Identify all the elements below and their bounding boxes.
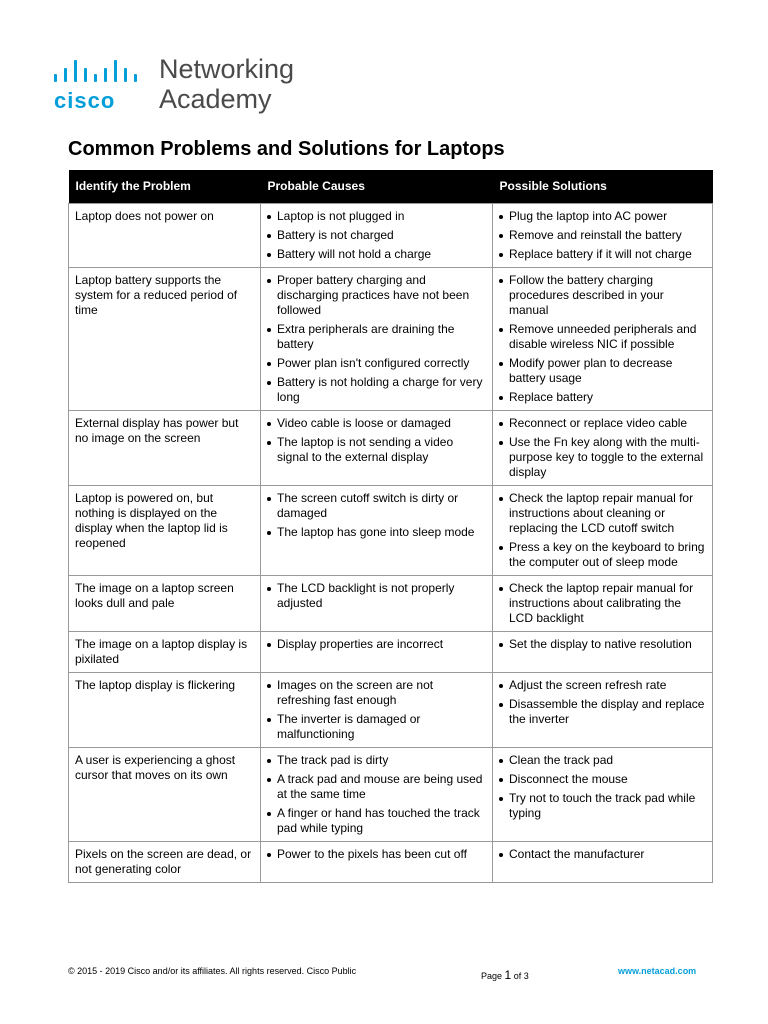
logo-academy-text: Academy xyxy=(159,84,272,114)
problem-cell: Laptop is powered on, but nothing is displayed on the display when the laptop lid is reopened xyxy=(69,486,261,576)
solution-item: Use the Fn key along with the multi-purpose key to toggle to the external display xyxy=(499,435,705,480)
solution-item: Plug the laptop into AC power xyxy=(499,209,705,224)
cause-item: The inverter is damaged or malfunctioning xyxy=(267,712,485,742)
footer-page-suffix: of 3 xyxy=(513,971,529,981)
table-row xyxy=(69,486,713,576)
problem-cell: Laptop battery supports the system for a reduced period of time xyxy=(69,268,261,411)
solution-item: Replace battery if it will not charge xyxy=(499,247,705,262)
solution-item: Adjust the screen refresh rate xyxy=(499,678,705,693)
solution-cell xyxy=(493,204,713,268)
table-row xyxy=(69,576,713,632)
cause-item: Video cable is loose or damaged xyxy=(267,416,485,431)
solution-list xyxy=(499,753,705,821)
solution-cell xyxy=(493,486,713,576)
cause-list xyxy=(267,416,485,465)
problem-cell: The image on a laptop screen looks dull and pale xyxy=(69,576,261,632)
problem-cell: The laptop display is flickering xyxy=(69,673,261,748)
solution-cell xyxy=(493,268,713,411)
footer-page-prefix: Page xyxy=(481,971,503,981)
table-row xyxy=(69,842,713,883)
solution-item: Try not to touch the track pad while typing xyxy=(499,791,705,821)
solution-list xyxy=(499,847,705,862)
cause-cell xyxy=(261,576,493,632)
solution-item: Disconnect the mouse xyxy=(499,772,705,787)
table-body xyxy=(69,204,713,883)
solution-list xyxy=(499,209,705,262)
header-causes: Probable Causes xyxy=(261,170,493,204)
solution-item: Contact the manufacturer xyxy=(499,847,705,862)
solution-list xyxy=(499,581,705,626)
cause-item: Battery is not holding a charge for very long xyxy=(267,375,485,405)
cause-cell xyxy=(261,748,493,842)
cause-cell xyxy=(261,632,493,673)
cause-item: Battery is not charged xyxy=(267,228,485,243)
solution-list xyxy=(499,678,705,727)
table-header-row xyxy=(69,170,713,204)
cause-list xyxy=(267,209,485,262)
cause-item: The laptop has gone into sleep mode xyxy=(267,525,485,540)
logo-cisco-wordmark: cisco xyxy=(54,88,116,113)
table-row xyxy=(69,411,713,486)
cause-item: A track pad and mouse are being used at the same time xyxy=(267,772,485,802)
cause-list xyxy=(267,847,485,862)
table-row xyxy=(69,632,713,673)
table-row xyxy=(69,748,713,842)
problem-cell: Pixels on the screen are dead, or not generating color xyxy=(69,842,261,883)
problems-table xyxy=(68,170,713,883)
footer-url-link[interactable]: www.netacad.com xyxy=(618,966,697,976)
solution-list xyxy=(499,416,705,480)
page-title: Common Problems and Solutions for Laptops xyxy=(68,138,505,160)
cause-list xyxy=(267,637,485,652)
header-solutions: Possible Solutions xyxy=(493,170,713,204)
solution-list xyxy=(499,491,705,570)
cisco-bars-icon xyxy=(54,58,146,82)
solution-list xyxy=(499,637,705,652)
problem-cell: External display has power but no image on the screen xyxy=(69,411,261,486)
solution-item: Check the laptop repair manual for instructions about calibrating the LCD backlight xyxy=(499,581,705,626)
cause-item: Images on the screen are not refreshing fast enough xyxy=(267,678,485,708)
solution-item: Set the display to native resolution xyxy=(499,637,705,652)
cause-list xyxy=(267,678,485,742)
footer-page-current: 1 xyxy=(504,968,512,982)
cause-cell xyxy=(261,204,493,268)
cause-item: Power to the pixels has been cut off xyxy=(267,847,485,862)
solution-cell xyxy=(493,673,713,748)
cause-cell xyxy=(261,486,493,576)
cause-list xyxy=(267,273,485,405)
logo-networking-text: Networking xyxy=(159,54,295,84)
cause-item: The track pad is dirty xyxy=(267,753,485,768)
solution-list xyxy=(499,273,705,405)
solution-item: Modify power plan to decrease battery usage xyxy=(499,356,705,386)
cause-item: Laptop is not plugged in xyxy=(267,209,485,224)
solution-cell xyxy=(493,632,713,673)
footer-page-number xyxy=(481,968,529,982)
solution-item: Reconnect or replace video cable xyxy=(499,416,705,431)
solution-item: Remove unneeded peripherals and disable wireless NIC if possible xyxy=(499,322,705,352)
solution-item: Press a key on the keyboard to bring the computer out of sleep mode xyxy=(499,540,705,570)
solution-item: Replace battery xyxy=(499,390,705,405)
problem-cell: A user is experiencing a ghost cursor that moves on its own xyxy=(69,748,261,842)
solution-cell xyxy=(493,748,713,842)
cause-item: The laptop is not sending a video signal to the external display xyxy=(267,435,485,465)
cause-item: A finger or hand has touched the track pad while typing xyxy=(267,806,485,836)
cause-item: Extra peripherals are draining the battery xyxy=(267,322,485,352)
cause-item: Power plan isn't configured correctly xyxy=(267,356,485,371)
cause-list xyxy=(267,491,485,540)
solution-cell xyxy=(493,411,713,486)
cause-cell xyxy=(261,411,493,486)
cause-item: Display properties are incorrect xyxy=(267,637,485,652)
solution-cell xyxy=(493,576,713,632)
cause-item: Proper battery charging and discharging practices have not been followed xyxy=(267,273,485,318)
solution-item: Check the laptop repair manual for instructions about cleaning or replacing the LCD cutoff switch xyxy=(499,491,705,536)
table-row xyxy=(69,673,713,748)
cisco-networking-academy-logo xyxy=(54,54,314,118)
cause-item: The screen cutoff switch is dirty or damaged xyxy=(267,491,485,521)
cause-item: Battery will not hold a charge xyxy=(267,247,485,262)
problem-cell: Laptop does not power on xyxy=(69,204,261,268)
footer-copyright: © 2015 - 2019 Cisco and/or its affiliates. All rights reserved. Cisco Public xyxy=(68,966,357,976)
solution-cell xyxy=(493,842,713,883)
solution-item: Remove and reinstall the battery xyxy=(499,228,705,243)
cause-cell xyxy=(261,268,493,411)
cause-cell xyxy=(261,842,493,883)
cause-item: The LCD backlight is not properly adjusted xyxy=(267,581,485,611)
cause-list xyxy=(267,581,485,611)
solution-item: Follow the battery charging procedures described in your manual xyxy=(499,273,705,318)
table-row xyxy=(69,268,713,411)
cause-list xyxy=(267,753,485,836)
solution-item: Disassemble the display and replace the inverter xyxy=(499,697,705,727)
problem-cell: The image on a laptop display is pixilated xyxy=(69,632,261,673)
header-problem: Identify the Problem xyxy=(69,170,261,204)
cause-cell xyxy=(261,673,493,748)
solution-item: Clean the track pad xyxy=(499,753,705,768)
table-row xyxy=(69,204,713,268)
